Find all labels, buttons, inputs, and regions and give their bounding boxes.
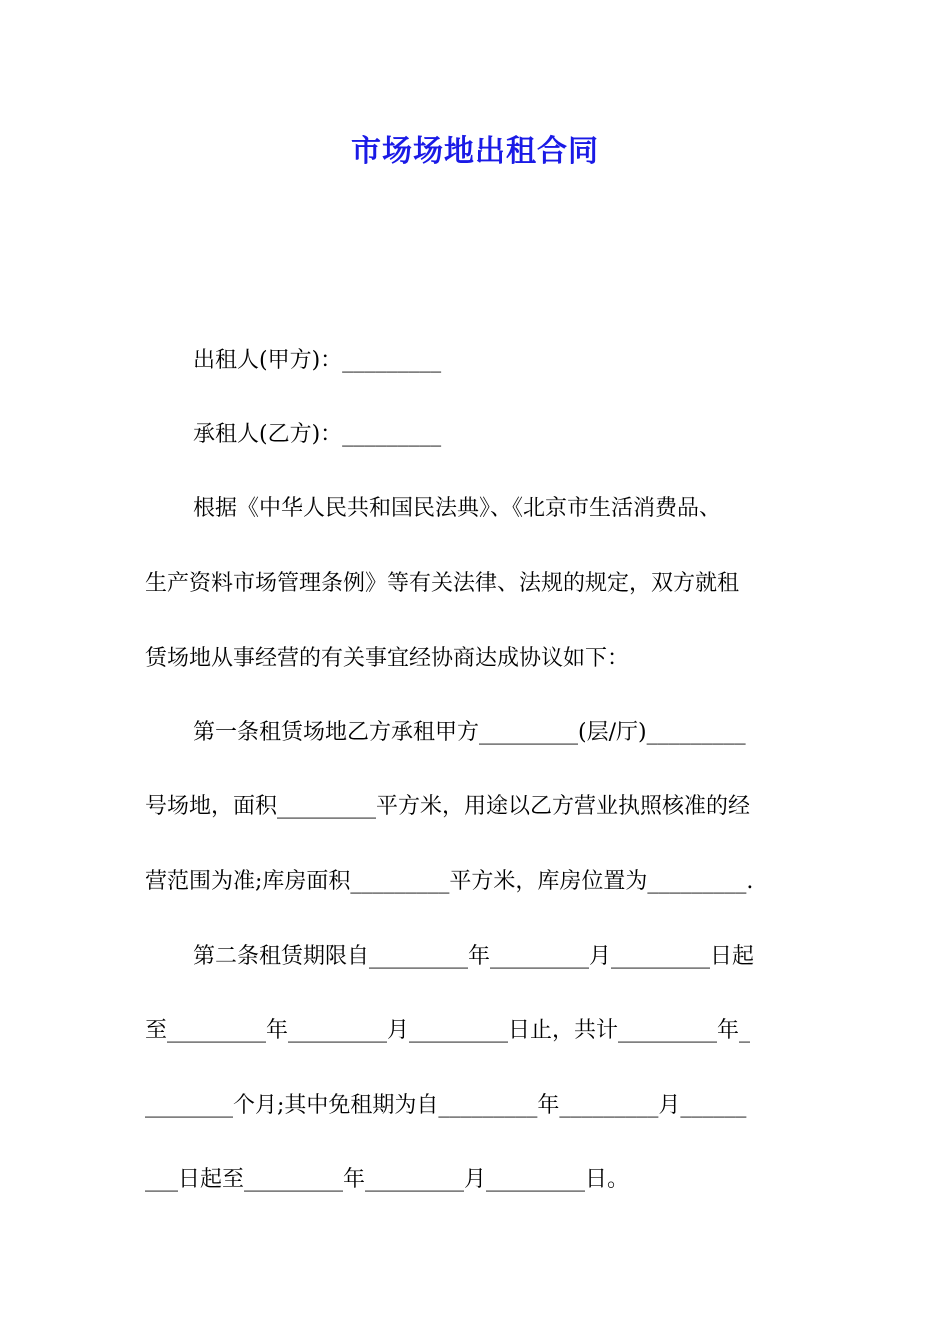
article-2-line-3: ________个月;其中免租期为自_________年_________月______: [145, 1093, 747, 1118]
article-2-line-2: 至_________年_________月_________日止，共计_________年_: [145, 1018, 751, 1043]
document-title: 市场场地出租合同: [351, 134, 599, 169]
lessee-line: 承租人(乙方)：_________: [193, 422, 442, 447]
article-1-line-2: 号场地，面积_________平方米，用途以乙方营业执照核准的经: [145, 794, 751, 819]
preamble-line-2: 生产资料市场管理条例》等有关法律、法规的规定，双方就租: [145, 571, 740, 596]
lessor-line: 出租人(甲方)：_________: [193, 348, 442, 373]
preamble-line-3: 赁场地从事经营的有关事宜经协商达成协议如下：: [145, 646, 630, 671]
article-2-line-1: 第二条租赁期限自_________年_________月_________日起: [193, 944, 755, 969]
article-2-line-4: ___日起至_________年_________月_________日。: [145, 1167, 630, 1192]
article-1-line-1: 第一条租赁场地乙方承租甲方_________(层/厅)_________: [193, 720, 746, 745]
article-1-line-3: 营范围为准;库房面积_________平方米，库房位置为_________.: [145, 869, 754, 894]
preamble-line-1: 根据《中华人民共和国民法典》、《北京市生活消费品、: [193, 496, 722, 521]
